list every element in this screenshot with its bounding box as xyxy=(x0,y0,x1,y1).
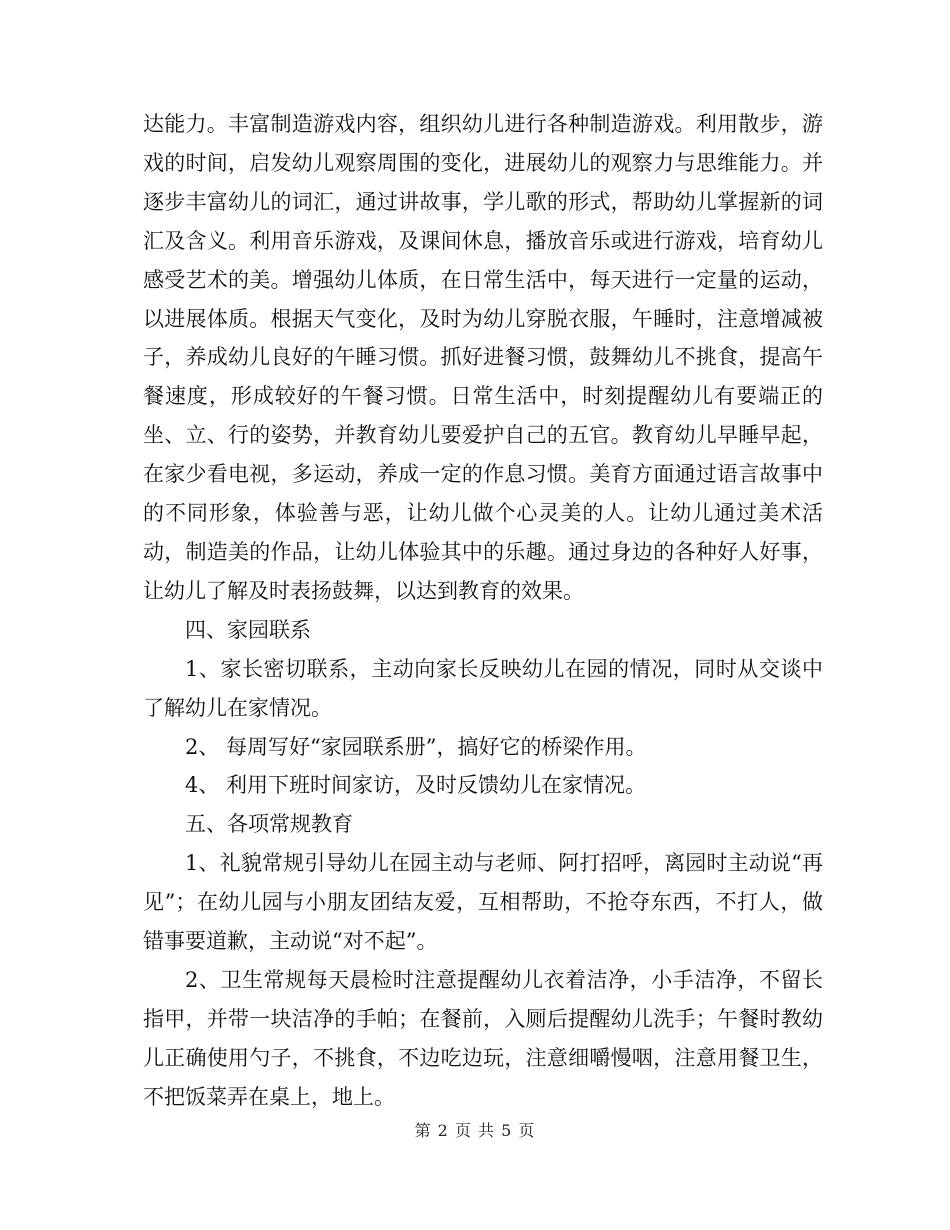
section-heading-home-school: 四、家园联系 xyxy=(185,617,311,642)
list-item: 4、 利用下班时间家访，及时反馈幼儿在家情况。 xyxy=(185,773,647,798)
body-paragraph: 达能力。丰富制造游戏内容，组织幼儿进行各种制造游戏。利用散步，游戏的时间，启发幼儿观察周围的变化，进展幼儿的观察力与思维能力。并逐步丰富幼儿的词汇，通过讲故事，学儿歌的形式，帮助幼儿掌握新的词汇及含义。利用音乐游戏，及课间休息，播放音乐或进行游戏，培育幼儿感受艺术的美。增强幼儿体质，在日常生活中，每天进行一定量的运动，以进展体质。根据天气变化，及时为幼儿穿脱衣服，午睡时，注意增减被子，养成幼儿良好的午睡习惯。抓好进餐习惯，鼓舞幼儿不挑食，提高午餐速度，形成较好的午餐习惯。日常生活中，时刻提醒幼儿有要端正的坐、立、行的姿势，并教育幼儿要爱护自己的五官。教育幼儿早睡早起，在家少看电视，多运动，养成一定的作息习惯。美育方面通过语言故事中的不同形象，体验善与恶，让幼儿做个心灵美的人。让幼儿通过美术活动，制造美的作品，让幼儿体验其中的乐趣。通过身边的各种好人好事，让幼儿了解及时表扬鼓舞，以达到教育的效果。 xyxy=(143,112,823,603)
section-heading-routine-education: 五、各项常规教育 xyxy=(185,812,353,837)
list-item: 1、礼貌常规引导幼儿在园主动与老师、阿打招呼，离园时主动说“再见”；在幼儿园与小朋友团结友爱，互相帮助，不抢夺东西，不打人，做错事要道歉，主动说“对不起”。 xyxy=(143,851,823,954)
page-number-footer: 第 2 页 共 5 页 xyxy=(414,1121,536,1140)
document-body xyxy=(143,105,823,1117)
list-item: 1、家长密切联系，主动向家长反映幼儿在园的情况，同时从交谈中了解幼儿在家情况。 xyxy=(143,656,823,720)
list-item: 2、卫生常规每天晨检时注意提醒幼儿衣着洁净，小手洁净，不留长指甲，并带一块洁净的手帕；在餐前，入厕后提醒幼儿洗手；午餐时教幼儿正确使用勺子，不挑食，不边吃边玩，注意细嚼慢咽，注意用餐卫生，不把饭菜弄在桌上，地上。 xyxy=(143,967,823,1109)
list-item: 2、 每周写好“家园联系册”，搞好它的桥梁作用。 xyxy=(185,734,647,759)
